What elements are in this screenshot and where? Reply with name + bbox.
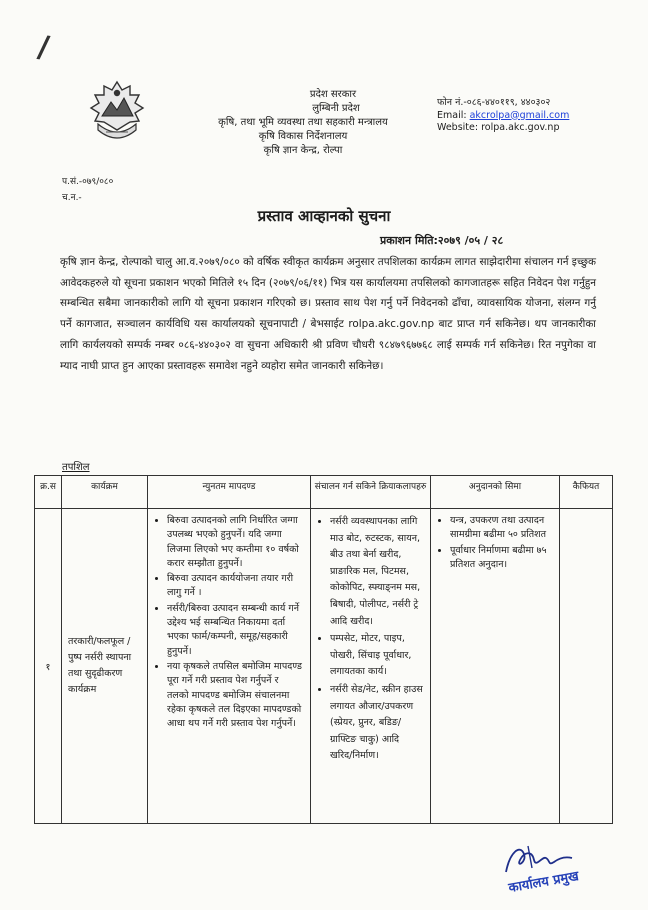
criteria-item: • बिरुवा उत्पादन कार्ययोजना तयार गरी लागु गर्ने । [167,572,303,601]
letterhead-line-ministry: कृषि, तथा भूमि व्यवस्था तथा सहकारी मन्त्रालय [218,117,388,128]
email-label: Email: [437,109,467,121]
cell-criteria [148,509,311,824]
details-label: तपशिल [62,462,90,473]
header-program: कार्यक्रम [62,476,148,509]
header-remarks: कैफियत [560,476,613,509]
activity-item: • नर्सरी व्यवस्थापनका लागि माउ बोट, रुटस्टक, सायन, बीउ तथा बेर्ना खरीद, प्राङारिक मल, पिटमस, कोकोपिट, स्फ्याङ्नम मस, बिषादी, पोलीपट, नर्सरी ट्रे आदि खरीद। [330,514,423,630]
details-table [34,475,613,824]
subsidy-item: • यन्त्र, उपकरण तथा उत्पादन सामग्रीमा बढीमा ५० प्रतिशत [450,514,552,543]
letterhead-line-directorate: कृषि विकास निर्देशनालय [258,131,348,142]
government-emblem-icon [86,80,148,146]
email-link[interactable]: akcrolpa@gmail.com [469,109,570,121]
subsidy-item: • पूर्वाधार निर्माणमा बढीमा ७५ प्रतिशत अनुदान। [450,544,552,573]
cell-serial: १ [35,509,62,824]
reference-block [62,174,113,206]
letterhead-line-office: कृषि ज्ञान केन्द्र, रोल्पा [263,145,343,156]
phone-numbers: फोन नं.-०८६-४४०११९, ४४०३०२ [437,97,551,108]
contact-block [437,97,569,135]
header-activities: संचालन गर्न सकिने क्रियाकलापहरु [311,476,431,509]
publication-date: प्रकाशन मिति:२०७९ /०५ / २८ [380,234,504,247]
header-criteria: न्युनतम मापदण्ड [148,476,311,509]
pen-stroke-mark: / [35,29,52,66]
table-row [35,509,613,824]
criteria-item: • नया कृषकले तपसिल बमोजिम मापदण्ड पूरा गर्ने गरी प्रस्ताव पेश गर्नुपर्ने र तलको मापदण्ड बमोजिम संचालनमा रहेका कृषकले तल दिइएका मापदण्डको आधा थप गर्ने गरी प्रस्ताव पेश गर्नुपर्ने। [167,660,303,731]
criteria-item: • नर्सरी/बिरुवा उत्पादन सम्बन्धी कार्य गर्ने उद्देश्य भई सम्बन्धित निकायमा दर्ता भएका फार्म/कम्पनी, समूह/सहकारी हुनुपर्ने। [167,602,303,659]
letterhead-line-region: लुम्बिनी प्रदेश [312,103,360,114]
cell-program: तरकारी/फलफूल / पुष्प नर्सरी स्थापना तथा सुदृढीकरण कार्यक्रम [62,509,148,824]
cell-remarks [560,509,613,824]
table-header-row [35,476,613,509]
cell-activities [311,509,431,824]
letterhead-line-province: प्रदेश सरकार [309,89,357,100]
header-serial: क्र.स [35,476,62,509]
office-chief-signature-label: कार्यालय प्रमुख [507,868,580,897]
criteria-item: • बिरुवा उत्पादनको लागि निर्धारित जग्गा उपलब्ध भएको हुनुपर्ने। यदि जग्गा लिजमा लिएको भए कम्तीमा १० वर्षको करार सम्झौता हुनुपर्ने। [167,514,303,571]
notice-title: प्रस्ताव आव्हानको सुचना [257,207,391,225]
activity-item: • नर्सरी सेड/नेट, स्क्रीन हाउस लगायत औजार/उपकरण (स्प्रेयर, प्रुनर, बडिङ/ग्राफ्टिङ चाकु) आदि खरिद/निर्माण। [330,682,423,765]
website-text: Website: rolpa.akc.gov.np [437,122,560,133]
letterhead [178,88,428,158]
activity-item: • पम्पसेट, मोटर, पाइप, पोखरी, सिंचाइ पूर्वाधार, लगायतका कार्य। [330,631,423,681]
cell-subsidy [431,509,560,824]
letter-ref-number: प.सं.-०७९/०८० [62,177,114,187]
notice-body: कृषि ज्ञान केन्द्र, रोल्पाको चालु आ.व.२०७९/०८० को वर्षिक स्वीकृत कार्यक्रम अनुसार तपशिलका कार्यक्रम लागत साझेदारीमा संचालन गर्न इच्छुक आवेदकहरुले यो सूचना प्रकाशन भएको मितिले १५ दिन (२०७९/०६/११) भित्र यस कार्यालयमा तपसिलको कागजातहरू सहित निवेदन पेश गर्नुहुन सम्बन्धित सबैमा जानकारीको लागि यो सूचना प्रकाशन गरिएको छ। प्रस्ताव साथ पेश गर्नु पर्ने निवेदनको ढाँचा, व्यावसायिक योजना, संलग्न गर्नु पर्ने कागजात, सञ्चालन कार्यविधि यस कार्यालयको सूचनापाटी / बेभसाईट rolpa.akc.gov.np बाट प्राप्त गर्न सकिनेछ। थप जानकारीका लागि कार्यलयको सम्पर्क नम्बर ०८६-४४०३०२ वा सुचना अधिकारी श्री प्रविण चौधरी ९८४७९६७७६८ लाई सम्पर्क गर्न सकिनेछ। रित नपुगेका वा म्याद नाघी प्राप्त हुन आएका प्रस्तावहरू समावेश नहुने व्यहोरा समेत जानकारी सकिनेछ। [60,256,596,372]
header-subsidy: अनुदानको सिमा [431,476,560,509]
dispatch-number: च.न.- [62,193,82,203]
